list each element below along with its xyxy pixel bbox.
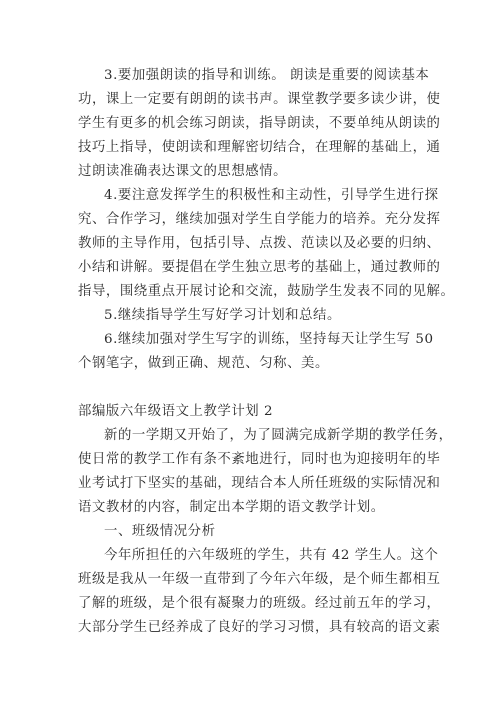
intro-line-1: 新的一学期又开始了，为了圆满完成新学期的教学任务，	[104, 428, 453, 443]
intro-line-4: 语文教材的内容，制定出本学期的语文教学计划。	[78, 500, 385, 515]
point3-line-5: 过朗读准确表达课文的思想感情。	[78, 164, 288, 179]
class-line-1: 今年所担任的六年级班的学生，共有 42 学生人。这个	[104, 548, 439, 563]
point3-line-3: 学生有更多的机会练习朗读，指导朗读，不要单纯从朗读的	[78, 116, 441, 131]
plan2-title: 部编版六年级语文上教学计划 2	[78, 404, 274, 419]
point3-line-1: 3.要加强朗读的指导和训练。 朗读是重要的阅读基本	[104, 68, 430, 83]
point3-line-2: 功，课上一定要有朗朗的读书声。课堂教学要多读少讲，使	[78, 92, 441, 107]
point6-line-1: 6.继续加强对学生写字的训练，坚持每天让学生写 50	[104, 332, 434, 347]
point3-line-4: 技巧上指导，使朗读和理解密切结合，在理解的基础上，通	[78, 140, 441, 155]
intro-line-2: 使日常的教学工作有条不紊地进行，同时也为迎接明年的毕	[78, 452, 441, 467]
class-line-4: 大部分学生已经养成了良好的学习习惯，具有较高的语文素	[78, 620, 441, 635]
point4-line-3: 教师的主导作用，包括引导、点拨、范读以及必要的归纳、	[78, 236, 441, 251]
point4-line-1: 4.要注意发挥学生的积极性和主动性，引导学生进行探	[104, 188, 439, 203]
class-line-2: 班级是我从一年级一直带到了今年六年级，是个师生都相互	[78, 572, 441, 587]
point4-line-5: 指导，围绕重点开展讨论和交流，鼓励学生发表不同的见解。	[78, 284, 455, 299]
point5-line: 5.继续指导学生写好学习计划和总结。	[104, 308, 341, 323]
point6-line-2: 个钢笔字，做到正确、规范、匀称、美。	[78, 356, 329, 371]
point4-line-2: 究、合作学习，继续加强对学生自学能力的培养。充分发挥	[78, 212, 441, 227]
point4-line-4: 小结和讲解。要提倡在学生独立思考的基础上，通过教师的	[78, 260, 441, 275]
section-heading-class-analysis: 一、班级情况分析	[104, 524, 216, 539]
intro-line-3: 业考试打下坚实的基础，现结合本人所任班级的实际情况和	[78, 476, 441, 491]
class-line-3: 了解的班级，是个很有凝聚力的班级。经过前五年的学习，	[78, 596, 441, 611]
